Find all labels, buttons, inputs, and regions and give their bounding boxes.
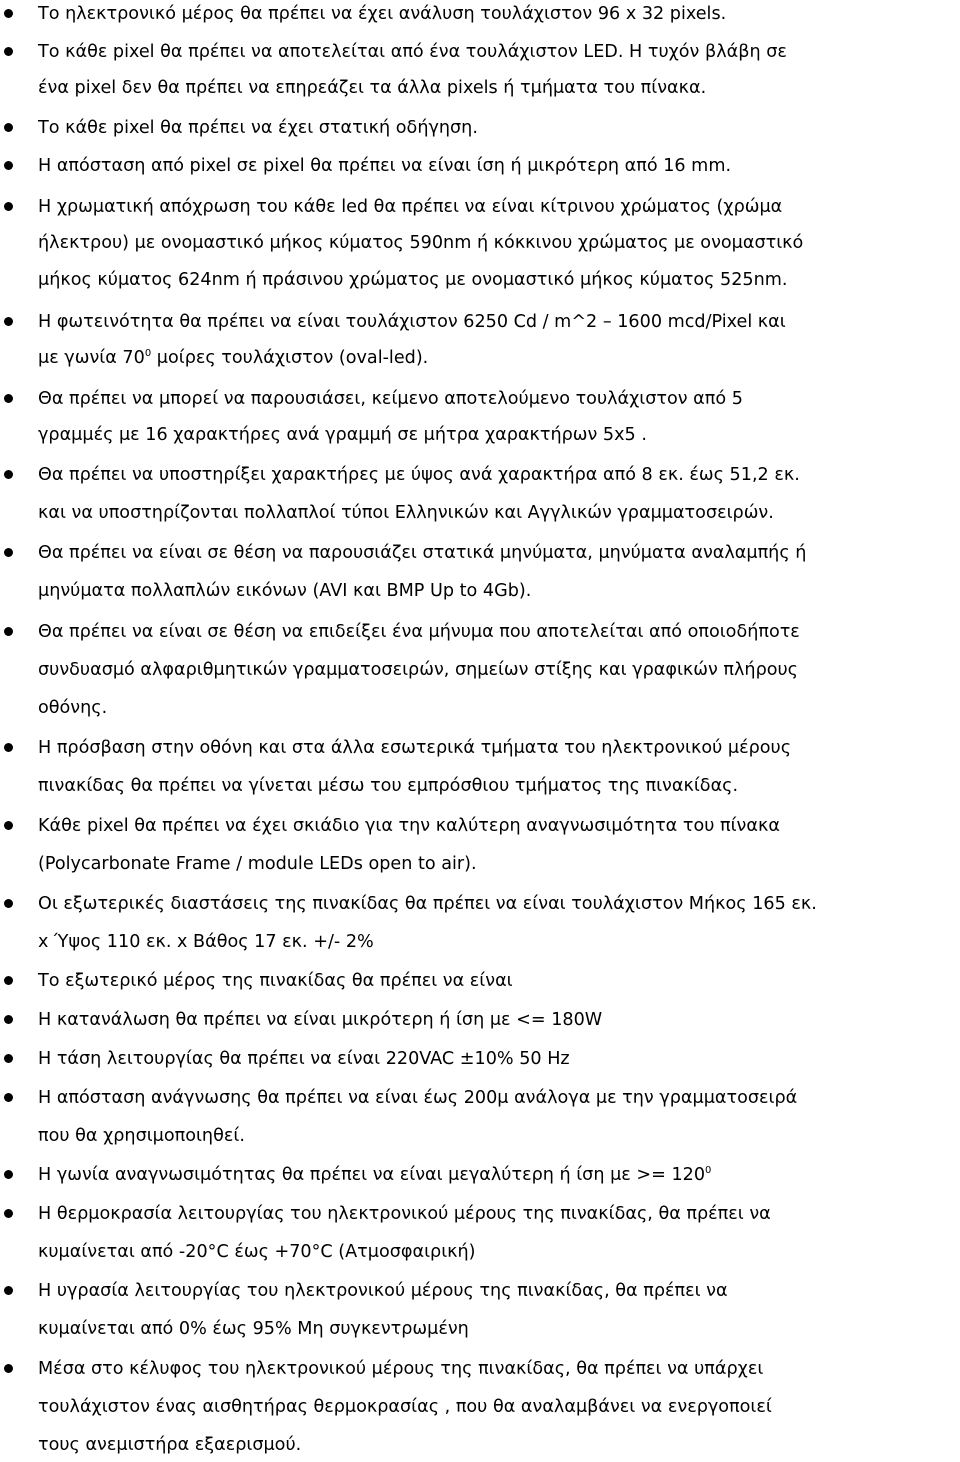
list-item-text: ήλεκτρου) με ονομαστικό μήκος κύματος 590nm ή κόκκινου χρώματος με ονομαστικό [38,233,804,253]
list-item-text: συνδυασμό αλφαριθμητικών γραμματοσειρών, σημείων στίξης και γραφικών πλήρους [38,660,799,680]
degree-superscript: 0 [144,348,152,360]
bullet-icon [4,1054,13,1063]
bullet-icon [4,1015,13,1024]
bullet-icon [4,202,13,211]
bullet-icon [4,470,13,479]
list-item-text: που θα χρησιμοποιηθεί. [38,1126,245,1146]
list-item-text: και να υποστηρίζονται πολλαπλοί τύποι Ελληνικών και Αγγλικών γραμματοσειρών. [38,503,774,523]
list-item-text: Κάθε pixel θα πρέπει να έχει σκιάδιο για την καλύτερη αναγνωσιμότητα του πίνακα [38,816,780,836]
list-item-text: Οι εξωτερικές διαστάσεις της πινακίδας θα πρέπει να είναι τουλάχιστον Μήκος 165 εκ. [38,894,817,914]
bullet-icon [4,548,13,557]
list-item-text: κυμαίνεται από -20°C έως +70°C (Ατμοσφαιρική) [38,1242,476,1262]
list-item-text: γραμμές με 16 χαρακτήρες ανά γραμμή σε μήτρα χαρακτήρων 5x5 . [38,425,647,445]
list-item-text [38,348,428,368]
list-item-text: Η απόσταση από pixel σε pixel θα πρέπει να είναι ίση ή μικρότερη από 16 mm. [38,156,732,176]
bullet-icon [4,976,13,985]
bullet-icon [4,1170,13,1179]
list-item-text: Η απόσταση ανάγνωσης θα πρέπει να είναι έως 200μ ανάλογα με την γραμματοσειρά [38,1088,798,1108]
list-item-text-part: μοίρες τουλάχιστον (oval-led). [151,348,429,368]
list-item-text: τουλάχιστον ένας αισθητήρας θερμοκρασίας , που θα αναλαμβάνει να ενεργοποιεί [38,1397,772,1417]
list-item-text: πινακίδας θα πρέπει να γίνεται μέσω του εμπρόσθιου τμήματος της πινακίδας. [38,776,739,796]
list-item-text: Η θερμοκρασία λειτουργίας του ηλεκτρονικού μέρους της πινακίδας, θα πρέπει να [38,1204,771,1224]
bullet-icon [4,743,13,752]
list-item-text: μήκος κύματος 624nm ή πράσινου χρώματος με ονομαστικό μήκος κύματος 525nm. [38,270,788,290]
list-item-text: κυμαίνεται από 0% έως 95% Μη συγκεντρωμένη [38,1319,469,1339]
bullet-icon [4,899,13,908]
bullet-icon [4,1286,13,1295]
list-item-text: τους ανεμιστήρα εξαερισμού. [38,1435,302,1455]
bullet-icon [4,317,13,326]
bullet-icon [4,1093,13,1102]
list-item-text: Μέσα στο κέλυφος του ηλεκτρονικού μέρους της πινακίδας, θα πρέπει να υπάρχει [38,1359,764,1379]
list-item-text: (Polycarbonate Frame / module LEDs open to air). [38,854,477,874]
bullet-icon [4,821,13,830]
list-item-text: μηνύματα πολλαπλών εικόνων (AVI και BMP Up to 4Gb). [38,581,532,601]
bullet-icon [4,1209,13,1218]
list-item-text: Θα πρέπει να μπορεί να παρουσιάσει, κείμενο αποτελούμενο τουλάχιστον από 5 [38,389,743,409]
list-item-text: Το κάθε pixel θα πρέπει να έχει στατική οδήγηση. [38,118,478,138]
list-item-text: οθόνης. [38,698,108,718]
list-item-text: Θα πρέπει να είναι σε θέση να παρουσιάζει στατικά μηνύματα, μηνύματα αναλαμπής ή [38,543,807,563]
list-item-text [38,1165,711,1185]
list-item-text: Το κάθε pixel θα πρέπει να αποτελείται από ένα τουλάχιστον LED. Η τυχόν βλάβη σε [38,42,787,62]
list-item-text-part: Η γωνία αναγνωσιμότητας θα πρέπει να είναι μεγαλύτερη ή ίση με >= 120 [38,1165,706,1185]
list-item-text: Θα πρέπει να υποστηρίξει χαρακτήρες με ύψος ανά χαρακτήρα από 8 εκ. έως 51,2 εκ. [38,465,800,485]
bullet-icon [4,394,13,403]
bullet-icon [4,123,13,132]
list-item-text: Θα πρέπει να είναι σε θέση να επιδείξει ένα μήνυμα που αποτελείται από οποιοδήποτε [38,622,800,642]
list-item-text: Η πρόσβαση στην οθόνη και στα άλλα εσωτερικά τμήματα του ηλεκτρονικού μέρους [38,738,792,758]
bullet-icon [4,161,13,170]
list-item-text-part: με γωνία 70 [38,348,145,368]
list-item-text: Η φωτεινότητα θα πρέπει να είναι τουλάχιστον 6250 Cd / m^2 – 1600 mcd/Pixel και [38,312,786,332]
degree-superscript: 0 [705,1165,712,1177]
list-item-text: Η χρωματική απόχρωση του κάθε led θα πρέπει να είναι κίτρινου χρώματος (χρώμα [38,197,783,217]
list-item-text: Το εξωτερικό μέρος της πινακίδας θα πρέπει να είναι [38,971,513,991]
list-item-text: x Ύψος 110 εκ. x Βάθος 17 εκ. +/- 2% [38,932,374,952]
bullet-icon [4,1364,13,1373]
list-item-text: Η τάση λειτουργίας θα πρέπει να είναι 220VAC ±10% 50 Hz [38,1049,570,1069]
bullet-icon [4,9,13,18]
list-item-text: ένα pixel δεν θα πρέπει να επηρεάζει τα άλλα pixels ή τμήματα του πίνακα. [38,78,707,98]
bullet-icon [4,627,13,636]
list-item-text: Η υγρασία λειτουργίας του ηλεκτρονικού μέρους της πινακίδας, θα πρέπει να [38,1281,728,1301]
list-item-text: Η κατανάλωση θα πρέπει να είναι μικρότερη ή ίση με <= 180W [38,1010,603,1030]
list-item-text: Το ηλεκτρονικό μέρος θα πρέπει να έχει ανάλυση τουλάχιστον 96 x 32 pixels. [38,4,727,24]
bullet-icon [4,47,13,56]
